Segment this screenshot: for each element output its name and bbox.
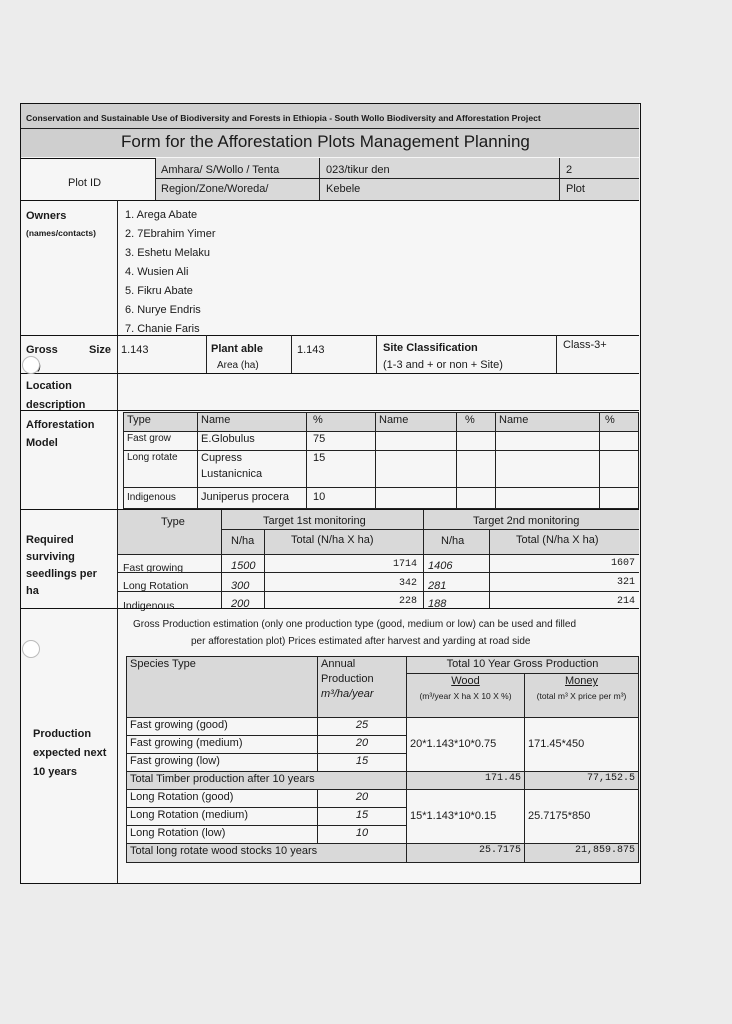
region-label: Region/Zone/Woreda/ [161,183,269,195]
aff-header-name-3: Name [495,412,600,432]
seedlings-row-3-n1: 200 [231,598,250,610]
aff-row-3-pct: 10 [306,487,376,509]
seedlings-row-3-type: Indigenous [123,600,175,612]
aff-row-2-type: Long rotate [123,450,198,488]
timber-total-money: 77,152.5 [524,771,639,790]
long-total-wood: 25.7175 [406,843,525,863]
owner-5: 5. Fikru Abate [125,285,193,297]
long-row-3-val: 10 [317,825,407,844]
seedlings-row-3-t2: 214 [616,596,635,607]
seedlings-label-1: Required [26,534,74,546]
aff-row-2-name: Cupress [201,452,242,464]
punch-hole-2 [22,640,40,658]
long-wood-formula: 15*1.143*10*0.15 [406,789,525,844]
total-header-2: Total (N/ha X ha) [516,534,599,546]
aff-header-pct-3: % [599,412,639,432]
seedlings-label-4: ha [26,585,39,597]
seedlings-row-1-n2: 1406 [428,560,453,572]
location-label: Location [26,380,72,392]
owner-2: 2. 7Ebrahim Yimer [125,228,216,240]
production-label-3: 10 years [33,766,78,778]
afforestation-label-2: Model [26,437,58,449]
nha-header-1: N/ha [231,535,255,547]
long-total-label: Total long rotate wood stocks 10 years [126,843,407,863]
fast-row-1-val: 25 [317,717,407,736]
plantable-value: 1.143 [297,344,325,356]
seedlings-label-2: surviving [26,551,75,563]
seedlings-row-2-t2: 321 [616,577,635,588]
money-header: Money (total m³ X price per m³) [524,673,639,718]
afforestation-label: Afforestation [26,419,95,431]
timber-total-label: Total Timber production after 10 years [126,771,407,790]
punch-hole-1 [22,356,40,374]
aff-row-2-name-cell [197,450,307,488]
aff-row-2-name-2: Lustanicnica [201,468,263,480]
site-label: Site Classification [383,342,478,354]
nha-header-2: N/ha [441,535,465,547]
seedlings-row-1-t1: 1714 [392,559,417,570]
seedlings-row-2-n2: 281 [428,580,447,592]
owner-7: 7. Chanie Faris [125,323,200,335]
aff-row-2-pct: 15 [306,450,376,488]
gross-size-label: Size [89,344,112,356]
owners-sublabel: (names/contacts) [26,228,96,238]
fast-row-1-name: Fast growing (good) [126,717,318,736]
target-1-header: Target 1st monitoring [263,515,366,527]
production-note-1: Gross Production estimation (only one production type (good, medium or low) can be used and filled [133,619,577,630]
seedlings-row-1-type: Fast growing [123,562,184,574]
region-value: Amhara/ S/Wollo / Tenta [161,164,280,176]
seedlings-row-3-t1: 228 [398,596,417,607]
aff-header-name-2: Name [375,412,457,432]
total-header-1: Total (N/ha X ha) [291,534,374,546]
seedlings-row-1-n1: 1500 [231,560,256,572]
aff-header-pct-1: % [306,412,376,432]
seedlings-row-2-n1: 300 [231,580,250,592]
aff-header-name-1: Name [197,412,307,432]
fast-money-formula: 171.45*450 [524,717,639,772]
owner-6: 6. Nurye Endris [125,304,201,316]
timber-total-wood: 171.45 [406,771,525,790]
site-sub: (1-3 and + or non + Site) [383,359,503,371]
form-sheet [20,103,641,884]
kebele-value: 023/tikur den [326,164,390,176]
plot-id-label: Plot ID [68,177,102,189]
species-type-header: Species Type [126,656,318,718]
owner-4: 4. Wusien Ali [125,266,189,278]
location-label-2: description [26,399,86,411]
total-10-year-header: Total 10 Year Gross Production [406,656,639,674]
long-row-2-name: Long Rotation (medium) [126,807,318,826]
plot-label: Plot [566,183,585,195]
long-row-1-name: Long Rotation (good) [126,789,318,808]
form-title: Form for the Afforestation Plots Management Planning [121,132,530,151]
seedlings-label-3: seedlings per [26,568,97,580]
aff-row-3-type: Indigenous [123,487,198,509]
fast-row-3-name: Fast growing (low) [126,753,318,772]
gross-value: 1.143 [121,344,149,356]
seedlings-row-2-type: Long Rotation [123,580,189,592]
annual-production-header: Annual Production m³/ha/year [317,656,407,718]
production-label-1: Production [33,728,92,740]
target-2-header: Target 2nd monitoring [473,515,580,527]
kebele-label: Kebele [326,183,361,195]
aff-row-1-pct: 75 [306,431,376,451]
aff-header-type: Type [123,412,198,432]
aff-row-1-name: E.Globulus [197,431,307,451]
seedlings-row-3-n2: 188 [428,598,447,610]
long-total-money: 21,859.875 [524,843,639,863]
plot-value: 2 [566,164,573,176]
owner-3: 3. Eshetu Melaku [125,247,210,259]
production-label-2: expected next [33,747,107,759]
long-row-1-val: 20 [317,789,407,808]
plantable-label: Plant able [211,343,263,355]
fast-row-2-name: Fast growing (medium) [126,735,318,754]
aff-row-3-name: Juniperus procera [197,487,307,509]
wood-header: Wood (m³/year X ha X 10 X %) [406,673,525,718]
project-title: Conservation and Sustainable Use of Biodiversity and Forests in Ethiopia - South Wollo Biodiversity and Afforestation Project [26,113,541,123]
fast-row-3-val: 15 [317,753,407,772]
gross-label: Gross [26,344,58,356]
owner-1: 1. Arega Abate [125,209,198,221]
owners-label: Owners [26,210,67,222]
aff-row-1-type: Fast grow [123,431,198,451]
long-row-3-name: Long Rotation (low) [126,825,318,844]
plantable-sub: Area (ha) [217,360,259,371]
seedlings-type-header: Type [161,516,185,528]
seedlings-row-2-t1: 342 [398,578,417,589]
site-value: Class-3+ [563,339,607,351]
aff-header-pct-2: % [456,412,496,432]
long-row-2-val: 15 [317,807,407,826]
fast-wood-formula: 20*1.143*10*0.75 [406,717,525,772]
seedlings-row-1-t2: 1607 [610,558,635,569]
production-note-2: per afforestation plot) Prices estimated after harvest and yarding at road side [191,636,531,647]
long-money-formula: 25.7175*850 [524,789,639,844]
fast-row-2-val: 20 [317,735,407,754]
